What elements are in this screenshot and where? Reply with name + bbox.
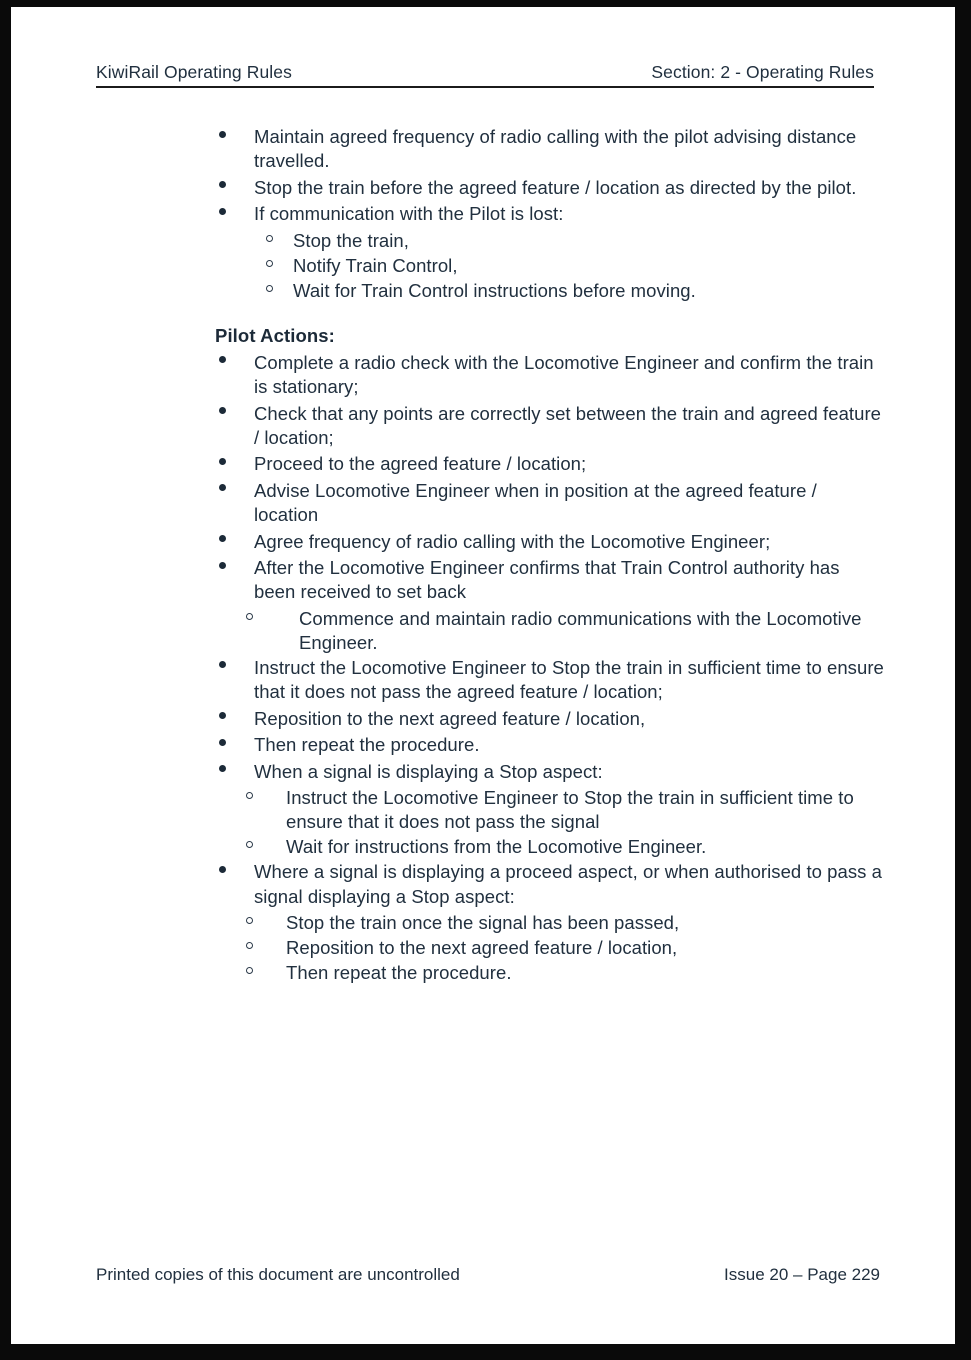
list-item-text: After the Locomotive Engineer confirms that Train Control authority has been received to set back [254, 557, 840, 603]
list-item [96, 351, 886, 400]
list-item-text: Instruct the Locomotive Engineer to Stop the train in sufficient time to ensure that it does not pass the agreed feature / location; [254, 656, 884, 703]
list-item [96, 936, 886, 960]
list-item-text: Stop the train once the signal has been passed, [286, 911, 680, 933]
bullet-circle-icon [246, 942, 253, 949]
list-item-text: Wait for Train Control instructions before moving. [293, 279, 696, 301]
list-item-text: Reposition to the next agreed feature / location, [254, 707, 646, 729]
list-item-text: If communication with the Pilot is lost: [254, 203, 564, 225]
list-item-text: Notify Train Control, [293, 254, 458, 276]
list-item [96, 961, 886, 985]
bullet-dot-icon [219, 208, 226, 215]
list-item [96, 279, 886, 303]
list-item [96, 556, 886, 605]
bullet-circle-icon [246, 967, 253, 974]
list-item-text: Advise Locomotive Engineer when in position at the agreed feature / location [254, 479, 817, 526]
bullet-dot-icon [219, 356, 226, 363]
bullet-dot-icon [219, 765, 226, 772]
list-item-text: Complete a radio check with the Locomotive Engineer and confirm the train is stationary; [254, 351, 874, 398]
list-item-text: Proceed to the agreed feature / location; [254, 453, 587, 475]
proceed-aspect-sub-bullet-list [96, 911, 886, 985]
bullet-circle-icon [266, 260, 273, 267]
list-item [96, 733, 886, 757]
bullet-dot-icon [219, 458, 226, 465]
list-item [96, 530, 886, 554]
bullet-circle-icon [266, 235, 273, 242]
bullet-dot-icon [219, 712, 226, 719]
list-item [96, 760, 886, 784]
bullet-circle-icon [246, 792, 253, 799]
list-item-text: When a signal is displaying a Stop aspect: [254, 760, 603, 782]
list-item-text: Then repeat the procedure. [286, 962, 512, 983]
bullet-dot-icon [219, 535, 226, 542]
bullet-dot-icon [219, 739, 226, 746]
bullet-circle-icon [266, 285, 273, 292]
bullet-circle-icon [246, 613, 253, 620]
bullet-dot-icon [219, 661, 226, 668]
set-back-sub-bullet-list [96, 607, 886, 655]
pilot-actions-heading: Pilot Actions: [215, 324, 335, 346]
list-item [96, 125, 886, 174]
bullet-circle-icon [246, 841, 253, 848]
pilot-actions-list [96, 351, 886, 605]
list-item [96, 656, 886, 705]
bullet-dot-icon [219, 484, 226, 491]
list-item [96, 911, 886, 935]
list-item-text: Wait for instructions from the Locomotive Engineer. [286, 836, 707, 858]
list-item-text: Where a signal is displaying a proceed aspect, or when authorised to pass a signal displaying a Stop aspect: [254, 861, 882, 907]
list-item [96, 452, 886, 476]
list-item [96, 786, 886, 834]
page-header [96, 62, 874, 88]
list-item [96, 479, 886, 528]
header-section-label: Section: 2 - Operating Rules [651, 62, 874, 82]
pilot-actions-continued-list [96, 656, 886, 784]
bullet-dot-icon [219, 181, 226, 188]
list-item [96, 707, 886, 731]
list-item [96, 176, 886, 200]
list-item [96, 860, 886, 909]
stop-aspect-sub-bullet-list [96, 786, 886, 859]
page-footer [96, 1265, 886, 1285]
list-item-text: Then repeat the procedure. [254, 734, 480, 756]
list-item [96, 254, 886, 278]
footer-issue-page: Issue 20 – Page 229 [724, 1265, 880, 1284]
bullet-circle-icon [246, 917, 253, 924]
top-bullet-list [96, 125, 886, 227]
list-item-text: Stop the train, [293, 229, 409, 251]
list-item-text: Maintain agreed frequency of radio calling with the pilot advising distance travelled. [254, 126, 857, 172]
list-item [96, 835, 886, 859]
header-document-title: KiwiRail Operating Rules [96, 62, 292, 82]
footer-uncontrolled-notice: Printed copies of this document are uncontrolled [96, 1265, 460, 1284]
list-item-text: Stop the train before the agreed feature / location as directed by the pilot. [254, 176, 857, 198]
bullet-dot-icon [219, 562, 226, 569]
list-item [96, 607, 886, 655]
list-item [96, 229, 886, 253]
bullet-dot-icon [219, 866, 226, 873]
proceed-aspect-list [96, 860, 886, 909]
list-item [96, 202, 886, 226]
list-item-text: Commence and maintain radio communications with the Locomotive Engineer. [299, 607, 862, 653]
list-item-text: Check that any points are correctly set between the train and agreed feature / location; [254, 402, 881, 448]
list-item-text: Instruct the Locomotive Engineer to Stop the train in sufficient time to ensure that it does not pass the signal [286, 786, 854, 832]
bullet-dot-icon [219, 131, 226, 138]
document-page [11, 7, 955, 1344]
list-item [96, 402, 886, 451]
page-body [96, 125, 886, 986]
list-item-text: Reposition to the next agreed feature / location, [286, 936, 678, 958]
top-sub-bullet-list [96, 229, 886, 303]
list-item-text: Agree frequency of radio calling with the Locomotive Engineer; [254, 530, 771, 552]
bullet-dot-icon [219, 407, 226, 414]
